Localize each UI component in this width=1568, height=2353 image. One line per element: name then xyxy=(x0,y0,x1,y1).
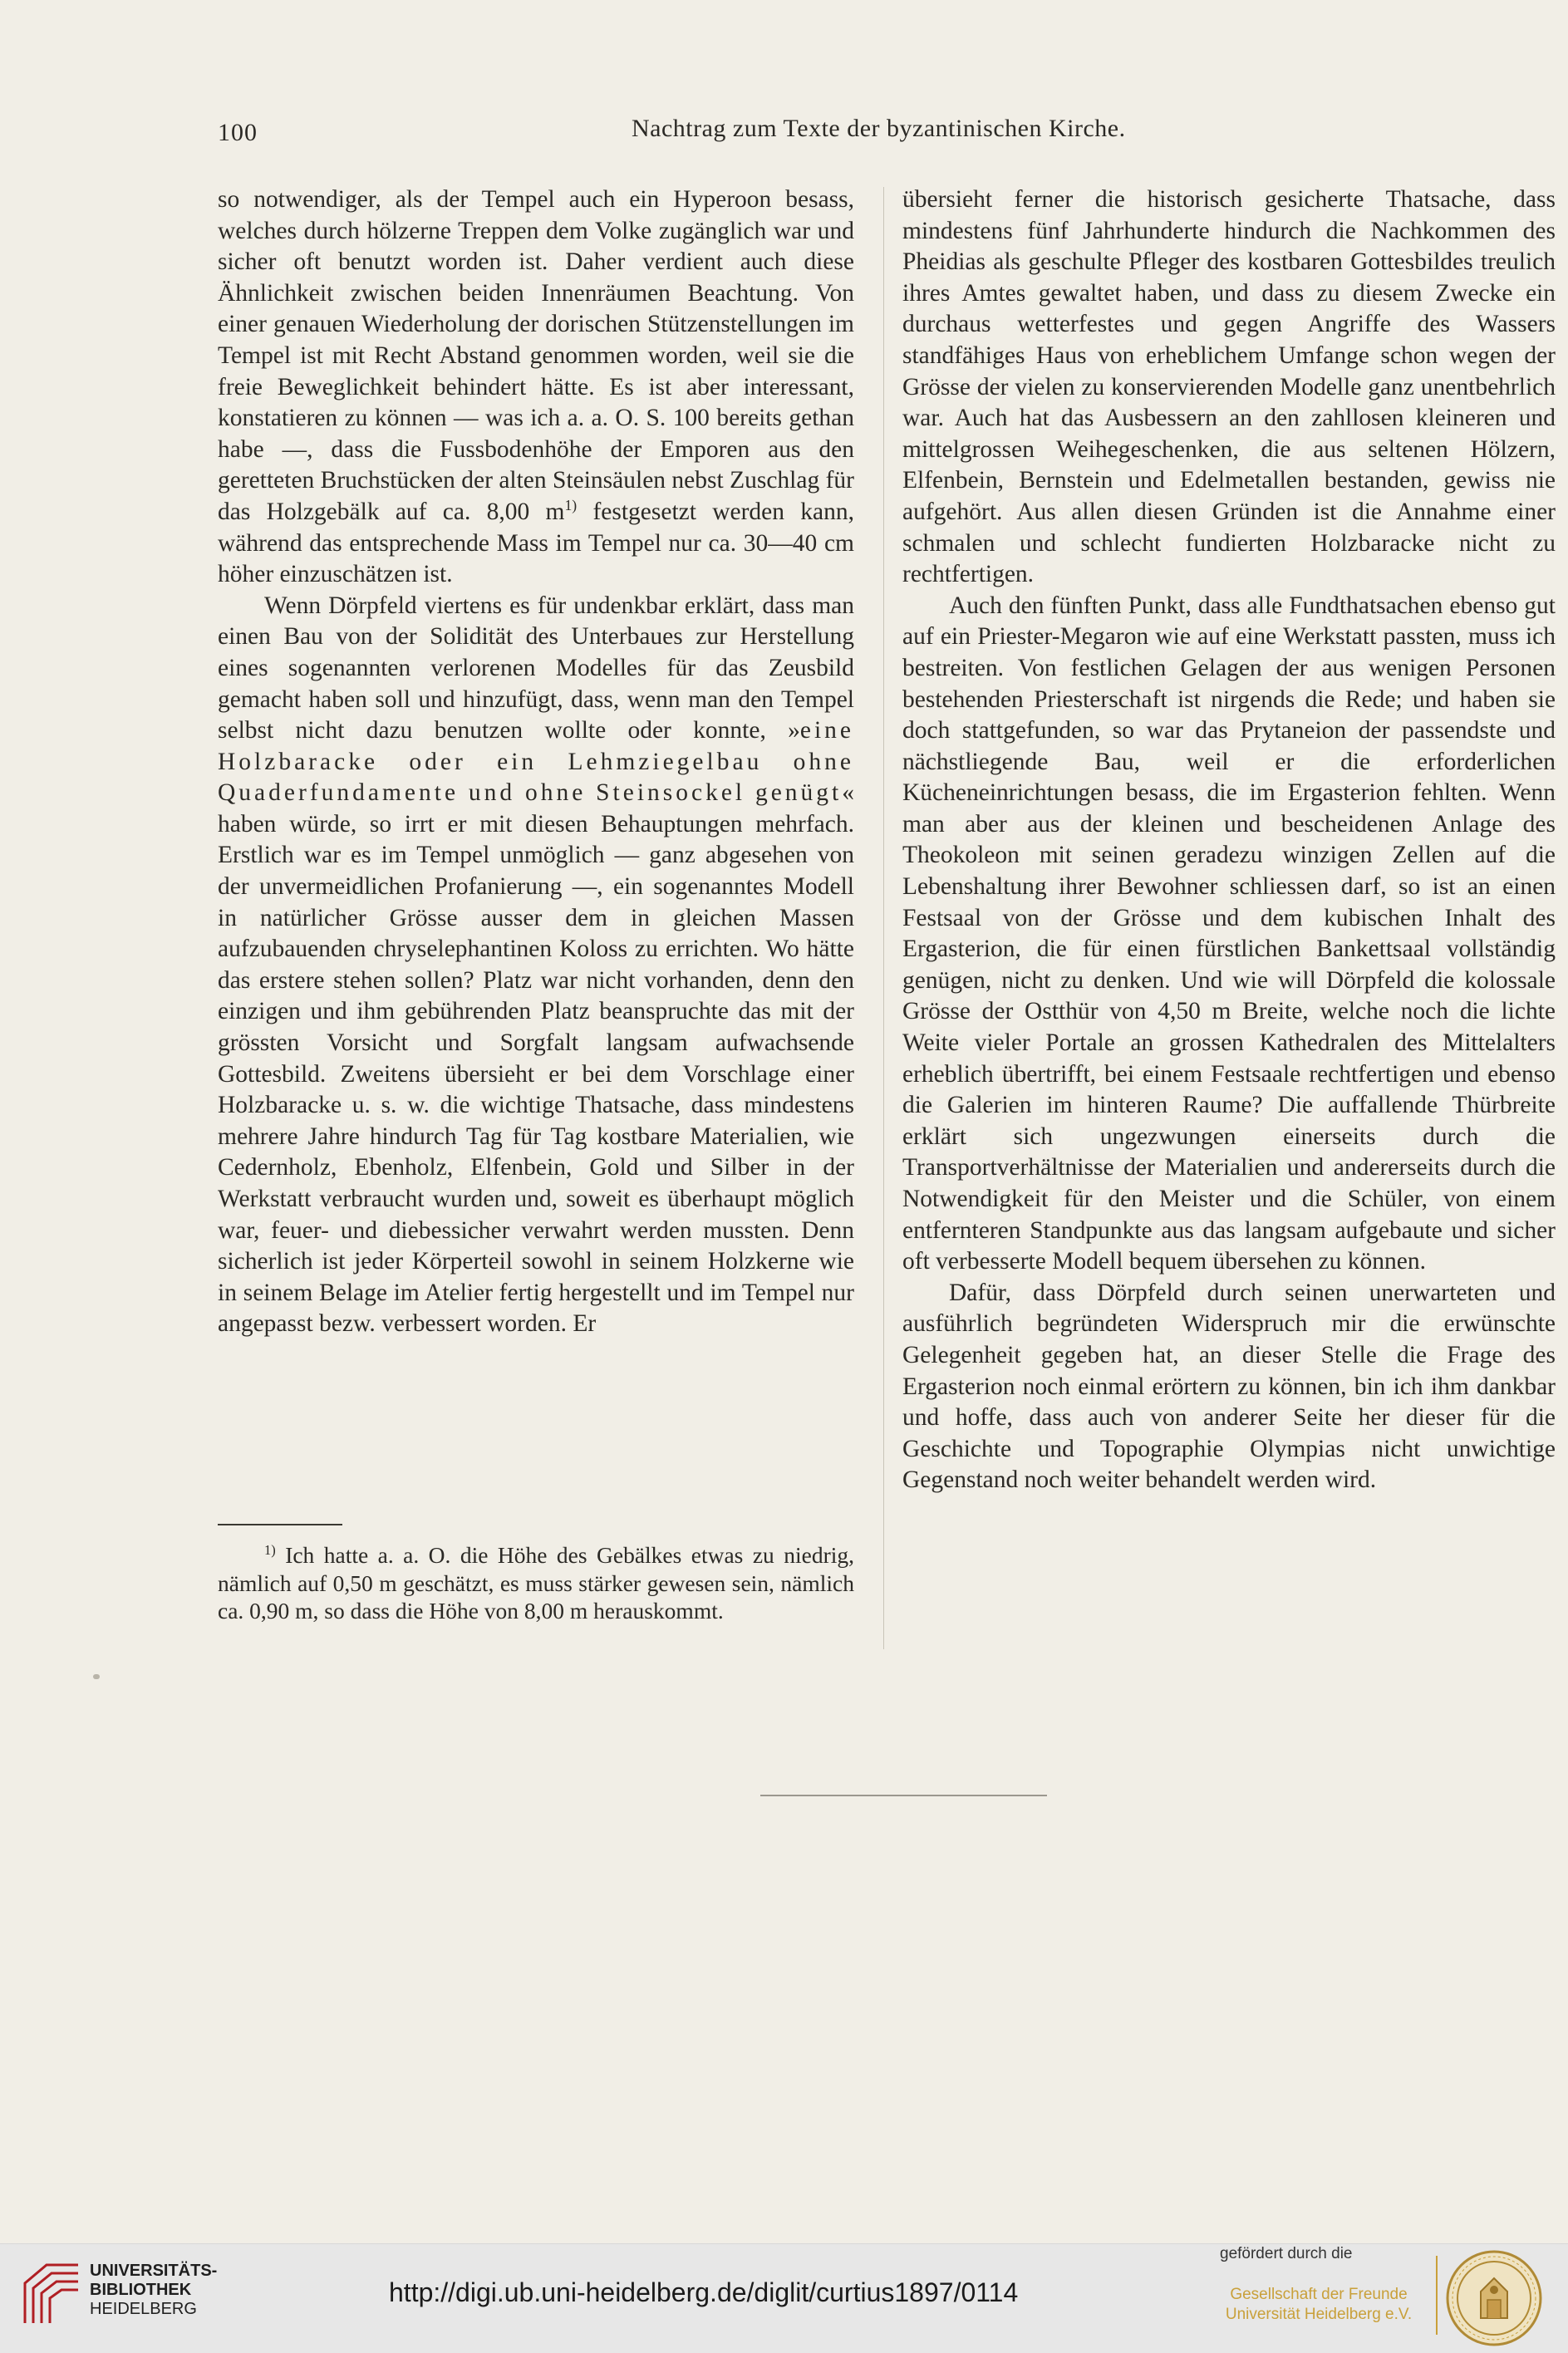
right-paragraph-2: Auch den fünften Punkt, dass alle Fundthatsachen ebenso gut auf ein Priester-Megaron wie auf eine Werkstatt passten, muss ich bestreiten. Von festlichen Gelagen der aus wenigen Personen bestehenden Priesterschaft ist nirgends die Rede; und haben sie doch stattgefunden, so war das Prytaneion der passendste und nächstliegende Bau, weil er die erforderlichen Kücheneinrichtungen besass, die im Ergasterion fehlten. Wenn man aber aus der kleinen und bescheidenen Anlage des Theokoleon mit seinen geradezu winzigen Zellen auf die Lebenshaltung ihrer Bewohner schliessen darf, so ist an einen Festsaal von der Grösse und dem kubischen Inhalt des Ergasterion, die für einen fürstlichen Bankettsaal vollständig genügen, nicht zu denken. Und wie will Dörpfeld die kolossale Grösse der Ostthür von 4,50 m Breite, welche noch die lichte Weite vieler Portale an grossen Kathedralen des Mittelalters erheblich übertrifft, bei einem Festsaale rechtfertigen und ebenso die Galerien im hinteren Raume? Die auffallende Thürbreite erklärt sich ungezwungen einerseits durch die Transportverhältnisse der Materialien und andererseits durch die Notwendigkeit für den Meister und die Schüler, von einem entfernteren Standpunkte aus das langsam aufgebaute und sicher oft verbesserte Modell bequem übersehen zu können. xyxy=(902,592,1556,1275)
left-paragraph-1 xyxy=(218,184,854,591)
footnote-reference: 1) xyxy=(564,497,578,514)
footnote-rule xyxy=(218,1524,342,1525)
spaced-quotation: eine Holzbaracke oder ein Lehmziegelbau ohne Quaderfundamente und ohne Steinsockel genügt xyxy=(218,717,854,807)
left-paragraph-2-text-a: Wenn Dörpfeld viertens es für undenkbar erklärt, dass man einen Bau von der Solidität des Unterbaues zur Herstellung eines sogenannten verlorenen Modelles für das Zeusbild gemacht haben soll und hinzufügt, dass, wenn man den Tempel selbst nicht dazu benutzen wollte oder konnte, » xyxy=(218,592,854,744)
paper-speck xyxy=(93,1674,100,1679)
footnote xyxy=(218,1541,854,1625)
supported-by-text: gefördert durch die xyxy=(1220,2245,1353,2262)
left-paragraph-2-text-b: « haben würde, so irrt er mit diesen Behauptungen mehrfach. Erstlich war es im Tempel unmöglich — ganz abgesehen von der unvermeidlichen Profanierung —, ein sogenanntes Modell in natürlicher Grösse ausser dem in gleichen Massen aufzubauenden chryselephantinen Koloss zu errichten. Wo hätte das erstere stehen sollen? Platz war nicht vorhanden, denn den einzigen und ihm gebührenden Platz beanspruchte das mit der grössten Vorsicht und Sorgfalt langsam aufwachsende Gottesbild. Zweitens übersieht er bei dem Vorschlage einer Holzbaracke u. s. w. die wichtige Thatsache, dass mindestens mehrere Jahre hindurch Tag für Tag kostbare Materialien, wie Cedernholz, Ebenholz, Elfenbein, Gold und Silber in der Werkstatt verbraucht wurden und, soweit es überhaupt möglich war, feuer- und diebessicher verwahrt werden mussten. Denn sicherlich ist jeder Körperteil sowohl in seinem Holzkerne wie in seinem Belage im Atelier fertig hergestellt und im Tempel nur angepasst bezw. verbessert worden. Er xyxy=(218,779,854,1338)
footer-divider xyxy=(1436,2256,1438,2335)
library-name[interactable] xyxy=(90,2262,217,2319)
library-name-line-1: UNIVERSITÄTS- xyxy=(90,2262,218,2280)
right-paragraph-1: übersieht ferner die historisch gesicherte Thatsache, dass mindestens fünf Jahrhunderte hindurch die Nachkommen des Pheidias als geschulte Pfleger des kostbaren Gottesbildes treulich ihres Amtes gewaltet haben, und dass zu diesem Zwecke ein durchaus wetterfestes und gegen Angriffe des Wassers standfähiges Haus von erheblichem Umfange schon wegen der Grösse der vielen zu konservierenden Modelle ganz unentbehrlich war. Auch hat das Ausbessern an den zahllosen kleineren und mittelgrossen Weihegeschenken, die aus seltenen Hölzern, Elfenbein, Bernstein und Edelmetallen bestanden, gewiss nie aufgehört. Aus allen diesen Gründen ist die Annahme einer schmalen und schlecht fundierten Holzbaracke nicht zu rechtfertigen. xyxy=(902,186,1556,588)
left-paragraph-2 xyxy=(218,591,854,1340)
university-seal-icon[interactable] xyxy=(1444,2248,1544,2348)
footnote-text: Ich hatte a. a. O. die Höhe des Gebälkes etwas zu niedrig, nämlich auf 0,50 m geschätzt, es muss stärker gewesen sein, nämlich ca. 0,90 m, so dass die Höhe von 8,00 m herauskommt. xyxy=(218,1542,854,1624)
end-rule xyxy=(760,1795,1047,1796)
left-paragraph-1-text-a: so notwendiger, als der Tempel auch ein Hyperoon besass, welches durch hölzerne Treppen dem Volke zugänglich war und sicher oft benutzt worden ist. Daher verdient auch diese Ähnlichkeit zwischen beiden Innenräumen Beachtung. Von einer genauen Wiederholung der dorischen Stützenstellungen im Tempel ist mit Recht Abstand genommen worden, weil sie die freie Beweglichkeit behindert hätte. Es ist aber interessant, konstatieren zu können — was ich a. a. O. S. 100 bereits gethan habe —, dass die Fussbodenhöhe der Emporen aus den geretteten Bruchstücken der alten Steinsäulen nebst Zuschlag für das Holzgebälk auf ca. 8,00 m xyxy=(218,186,854,525)
library-name-line-3: HEIDELBERG xyxy=(90,2300,197,2318)
page-number: 100 xyxy=(218,119,258,146)
footnote-marker: 1) xyxy=(264,1541,276,1558)
left-paragraph-1-text-b: festgesetzt werden kann, während das entsprechende Mass im Tempel nur ca. 30—40 cm höher einzuschätzen ist. xyxy=(218,498,854,588)
right-column xyxy=(902,184,1556,1496)
society-name-line-1: Gesellschaft der Freunde xyxy=(1230,2286,1408,2303)
running-title: Nachtrag zum Texte der byzantinischen Kirche. xyxy=(632,115,1126,142)
page-url-link[interactable]: http://digi.ub.uni-heidelberg.de/diglit/curtius1897/0114 xyxy=(389,2277,1019,2307)
library-name-line-2: BIBLIOTHEK xyxy=(90,2281,192,2299)
left-column xyxy=(218,184,854,1340)
society-name[interactable] xyxy=(1215,2285,1423,2325)
society-name-line-2: Universität Heidelberg e.V. xyxy=(1225,2306,1413,2323)
ub-heidelberg-logo-icon[interactable] xyxy=(18,2258,83,2326)
right-paragraph-3: Dafür, dass Dörpfeld durch seinen unerwarteten und ausführlich begründeten Widerspruch mir die erwünschte Gelegenheit gegeben hat, an dieser Stelle die Frage des Ergasterion noch einmal erörtern zu können, bin ich ihm dankbar und hoffe, dass auch von anderer Seite her dieser für die Geschichte und Topographie Olympias nicht unwichtige Gegenstand noch weiter behandelt werden wird. xyxy=(902,1279,1556,1494)
column-divider xyxy=(883,187,884,1649)
